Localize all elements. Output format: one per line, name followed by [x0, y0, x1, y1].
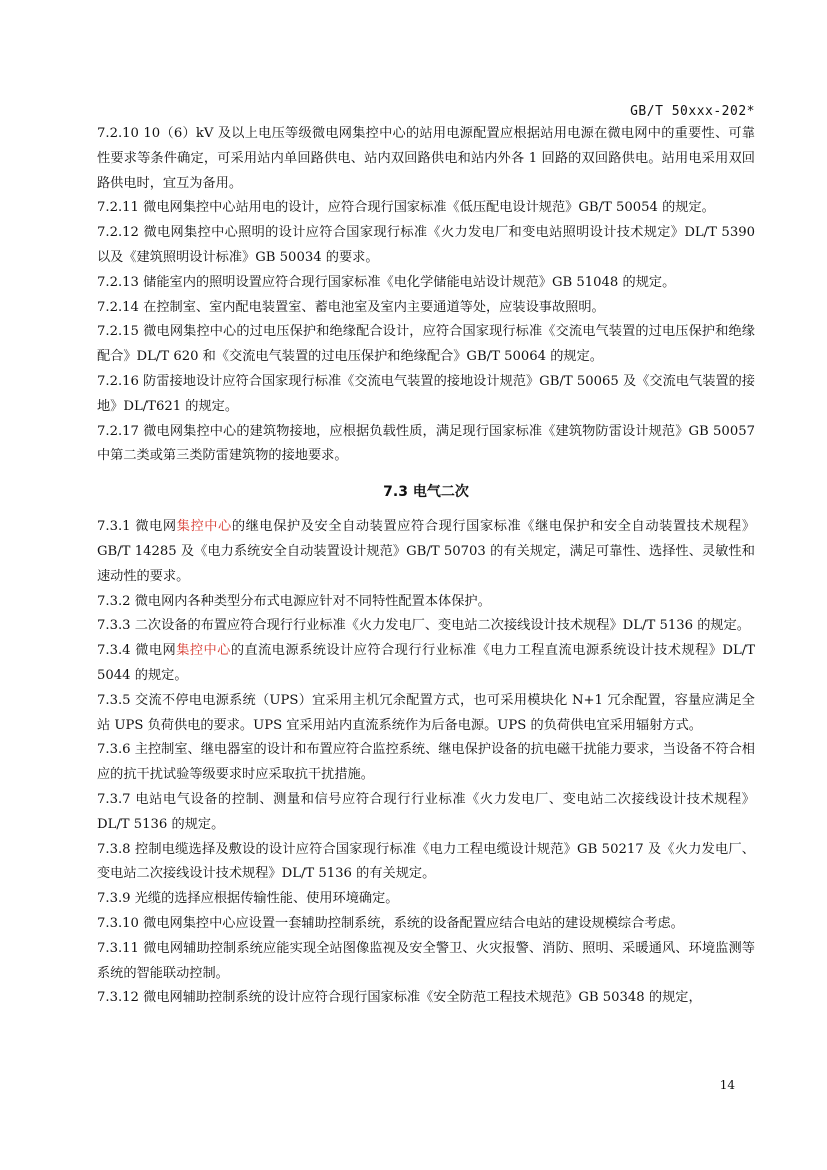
clause-paragraph [97, 937, 755, 987]
clause-text: 7.3.9 光缆的选择应根据传输性能、使用环境确定。 [97, 891, 399, 907]
clause-paragraph [97, 788, 755, 838]
clause-text: 7.2.12 微电网集控中心照明的设计应符合国家现行标准《火力发电厂和变电站照明设计技术规定》DL/T 5390 以及《建筑照明设计标准》GB 50034 的要求。 [97, 225, 755, 265]
clause-text: 7.2.10 10（6）kV 及以上电压等级微电网集控中心的站用电源配置应根据站用电源在微电网中的重要性、可靠性要求等条件确定，可采用站内单回路供电、站内双回路供电和站内外各 1 回路的双回路供电。站用电采用双回路供电时，宜互为备用。 [97, 126, 755, 191]
highlighted-term: 集控中心 [176, 519, 232, 535]
page-number: 14 [719, 1078, 735, 1092]
clause-paragraph [97, 738, 755, 788]
clause-paragraph [97, 838, 755, 888]
clause-text: 7.3.7 电站电气设备的控制、测量和信号应符合现行行业标准《火力发电厂、变电站二次接线设计技术规程》DL/T 5136 的规定。 [97, 791, 755, 832]
clause-paragraph [97, 515, 755, 589]
clause-text: 7.3.3 二次设备的布置应符合现行行业标准《火力发电厂、变电站二次接线设计技术规程》DL/T 5136 的规定。 [97, 618, 750, 634]
clause-text: 7.2.13 储能室内的照明设置应符合现行国家标准《电化学储能电站设计规范》GB 51048 的规定。 [97, 274, 676, 290]
clause-paragraph [97, 196, 755, 221]
standard-code-header: GB/T 50xxx-202* [630, 104, 755, 119]
clause-paragraph [97, 296, 755, 321]
clause-paragraph [97, 320, 755, 370]
clause-paragraph [97, 221, 755, 271]
highlighted-term: 集控中心 [176, 643, 231, 659]
section-title: 7.3 电气二次 [383, 484, 469, 501]
clause-paragraph [97, 639, 755, 689]
clause-paragraph [97, 887, 755, 912]
clause-text: 7.2.11 微电网集控中心站用电的设计，应符合现行国家标准《低压配电设计规范》GB/T 50054 的规定。 [97, 200, 715, 216]
section-7-2-paragraphs [97, 122, 755, 469]
clause-text: 7.2.16 防雷接地设计应符合国家现行标准《交流电气装置的接地设计规范》GB/T 50065 及《交流电气装置的接地》DL/T621 的规定。 [97, 373, 755, 414]
clause-text: 7.2.17 微电网集控中心的建筑物接地，应根据负载性质，满足现行国家标准《建筑物防雷设计规范》GB 50057 中第二类或第三类防雷建筑物的接地要求。 [97, 423, 755, 464]
clause-paragraph [97, 986, 755, 1011]
clause-text: 7.3.2 微电网内各种类型分布式电源应针对不同特性配置本体保护。 [97, 593, 491, 609]
clause-text: 7.3.4 微电网 [97, 643, 177, 659]
clause-text: 7.3.1 微电网 [97, 519, 177, 535]
clause-text: 7.2.14 在控制室、室内配电装置室、蓄电池室及室内主要通道等处，应装设事故照明。 [97, 299, 605, 315]
clause-text: 7.2.15 微电网集控中心的过电压保护和绝缘配合设计，应符合国家现行标准《交流电气装置的过电压保护和绝缘配合》DL/T 620 和《交流电气装置的过电压保护和绝缘配合》GB/T 50064 的规定。 [97, 324, 755, 365]
clause-text: 7.3.8 控制电缆选择及敷设的设计应符合国家现行标准《电力工程电缆设计规范》GB 50217 及《火力发电厂、变电站二次接线设计技术规程》DL/T 5136 的有关规定。 [97, 841, 755, 882]
clause-text: 的继电保护及安全自动装置应符合现行国家标准《继电保护和安全自动装置技术规程》GB/T 14285 及《电力系统安全自动装置设计规范》GB/T 50703 的有关规定，满足可靠性、选择性、灵敏性和速动性的要求。 [97, 519, 756, 584]
clause-text: 的直流电源系统设计应符合现行行业标准《电力工程直流电源系统设计技术规程》DL/T 5044 的规定。 [97, 643, 755, 683]
clause-paragraph [97, 271, 755, 296]
clause-paragraph [97, 614, 755, 639]
clause-paragraph [97, 590, 755, 615]
clause-paragraph [97, 689, 755, 739]
clause-paragraph [97, 912, 755, 937]
clause-text: 7.3.5 交流不停电电源系统（UPS）宜采用主机冗余配置方式，也可采用模块化 N+1 冗余配置，容量应满足全站 UPS 负荷供电的要求。UPS 宜采用站内直流系统作为后备电源。UPS 的负荷供电宜采用辐射方式。 [97, 692, 755, 733]
clause-text: 7.3.6 主控制室、继电器室的设计和布置应符合监控系统、继电保护设备的抗电磁干扰能力要求，当设备不符合相应的抗干扰试验等级要求时应采取抗干扰措施。 [97, 742, 755, 783]
section-7-3-paragraphs [97, 515, 755, 1011]
document-body [97, 122, 755, 1011]
clause-paragraph [97, 420, 755, 470]
clause-text: 7.3.12 微电网辅助控制系统的设计应符合现行国家标准《安全防范工程技术规范》GB 50348 的规定， [97, 990, 702, 1006]
clause-paragraph [97, 122, 755, 196]
clause-paragraph [97, 370, 755, 420]
clause-text: 7.3.11 微电网辅助控制系统应能实现全站图像监视及安全警卫、火灾报警、消防、照明、采暖通风、环境监测等系统的智能联动控制。 [97, 940, 755, 981]
clause-text: 7.3.10 微电网集控中心应设置一套辅助控制系统，系统的设备配置应结合电站的建设规模综合考虑。 [97, 915, 684, 931]
